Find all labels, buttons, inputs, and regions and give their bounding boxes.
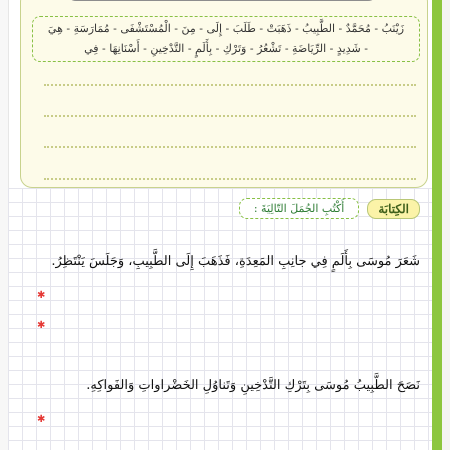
word-bank-line-1: زَيْنَبُ - مُحَمَّدٌ - الطَّبِيبُ - ذَهَبَتْ - طَلَبَ - إِلَى - مِنَ - الْمُسْتَشْفَى - مُمَارَسَةِ - هِيَ: [47, 22, 405, 35]
word-bank: [32, 16, 420, 62]
instruction-text: أَكْتُبِ الجُمَلَ التّالِيَةَ :: [239, 198, 359, 219]
margin-marker: ✱: [37, 290, 46, 301]
answer-line-3[interactable]: [44, 146, 416, 148]
margin-marker: ✱: [37, 414, 46, 425]
answer-line-4[interactable]: [44, 178, 416, 180]
writing-grid: [8, 188, 432, 450]
margin-marker: ✱: [37, 320, 46, 331]
model-sentence-2: نَصَحَ الطَّبِيبُ مُوسَى بِتَرْكِ التَّدْخِينِ وَتَناوُلِ الخَضْراواتِ وَالفَواكِهِ.: [86, 378, 420, 393]
section-label-badge: الكِتابَة: [367, 199, 420, 219]
page-right-margin: [442, 0, 450, 450]
green-margin-bar: [432, 0, 442, 450]
writing-heading: [239, 198, 420, 219]
card-header-strip: [66, 0, 378, 1]
answer-line-1[interactable]: [44, 84, 416, 86]
answer-line-2[interactable]: [44, 115, 416, 117]
word-bank-line-2: - شَدِيدٍ - الرِّيَاضَةِ - تَشْعُرُ - وَتَرْكِ - بِأَلَمٍ - التَّدْخِينِ - أَسْنَانِهَا - فِي: [84, 42, 368, 55]
model-sentence-1: شَعَرَ مُوسَى بِأَلَمٍ فِي جانِبِ المَعِدَةِ، فَذَهَبَ إِلَى الطَّبِيبِ، وَجَلَسَ يَنْتَظِرُ.: [51, 254, 420, 269]
